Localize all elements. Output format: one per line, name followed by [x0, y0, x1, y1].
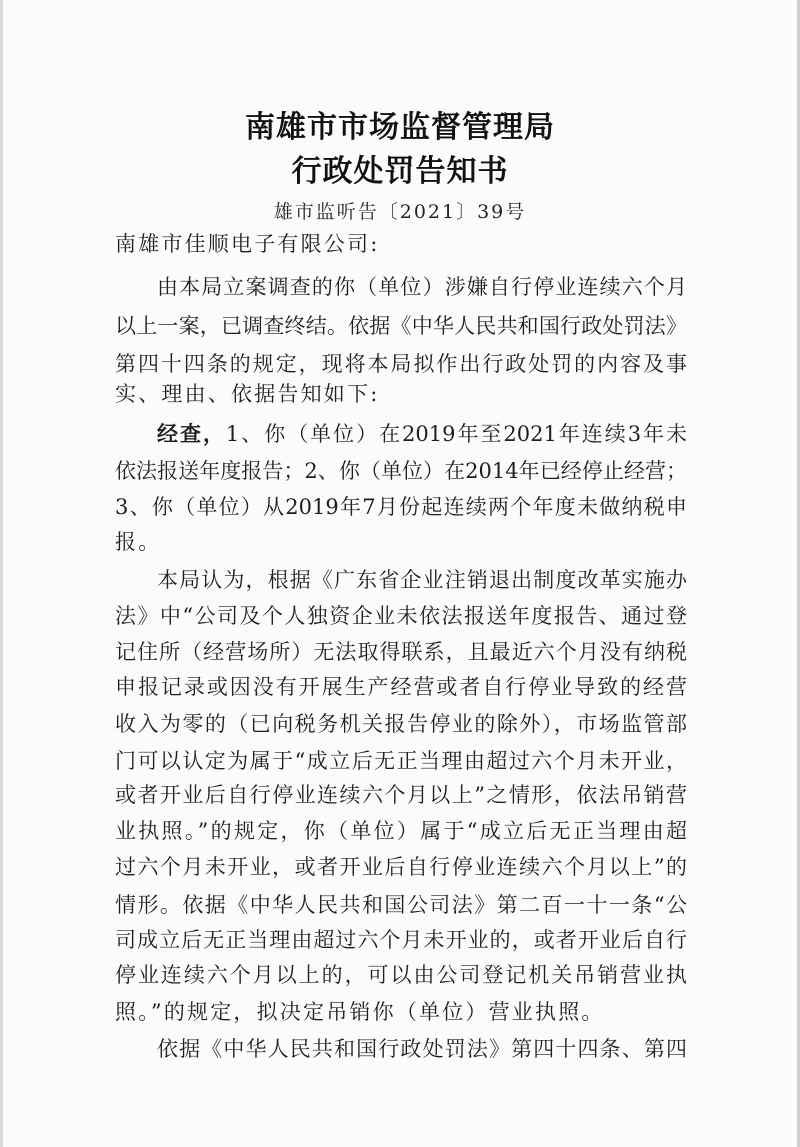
paragraph3-line11: 司成立后无正当理由超过六个月未开业的，或者开业后自行 [115, 928, 687, 952]
paragraph2-line4: 报。 [115, 530, 162, 554]
document-title-agency: 南雄市市场监督管理局 [245, 110, 555, 145]
paragraph3-line1: 本局认为，根据《广东省企业注销退出制度改革实施办 [157, 568, 687, 592]
paragraph3-line12: 停业连续六个月以上的，可以由公司登记机关吊销营业执 [115, 963, 687, 987]
paragraph3-line7: 或者开业后自行停业连续六个月以上”之情形，依法吊销营 [115, 783, 687, 807]
paragraph3-line6: 门可以认定为属于“成立后无正当理由超过六个月未开业， [115, 749, 687, 773]
paragraph1-line2: 以上一案，已调查终结。依据《中华人民共和国行政处罚法》 [115, 314, 687, 338]
paragraph2-line1 [157, 419, 687, 449]
document-number: 雄市监听告〔2021〕39号 [273, 201, 527, 223]
paragraph3-line13: 照。”的规定，拟决定吊销你（单位）营业执照。 [115, 1000, 605, 1024]
paragraph1-line1: 由本局立案调查的你（单位）涉嫌自行停业连续六个月 [157, 275, 687, 299]
paragraph3-line9: 过六个月未开业，或者开业后自行停业连续六个月以上”的 [115, 855, 687, 879]
paragraph2-lead: 经查， [157, 421, 226, 446]
paragraph3-line4: 申报记录或因没有开展生产经营或者自行停业导致的经营 [115, 675, 687, 699]
paragraph3-line3: 记住所（经营场所）无法取得联系，且最近六个月没有纳税 [115, 640, 687, 664]
paragraph2-line3: 3、你（单位）从2019年7月份起连续两个年度未做纳税申 [115, 495, 687, 519]
paragraph3-line5: 收入为零的（已向税务机关报告停业的除外），市场监管部 [115, 712, 687, 736]
paragraph3-line10: 情形。依据《中华人民共和国公司法》第二百一十一条“公 [115, 893, 687, 917]
paragraph4-line1: 依据《中华人民共和国行政处罚法》第四十四条、第四 [157, 1037, 687, 1061]
document-title-type: 行政处罚告知书 [291, 154, 509, 189]
recipient-line: 南雄市佳顺电子有限公司: [115, 232, 380, 256]
paragraph3-line2: 法》中“公司及个人独资企业未依法报送年度报告、通过登 [115, 604, 687, 628]
paragraph3-line8: 业执照。”的规定，你（单位）属于“成立后无正当理由超 [115, 819, 687, 843]
paragraph1-line3: 第四十四条的规定，现将本局拟作出行政处罚的内容及事 [115, 352, 687, 376]
paragraph1-line4: 实、理由、依据告知如下: [115, 382, 380, 406]
paragraph2-line2: 依法报送年度报告；2、你（单位）在2014年已经停止经营； [115, 459, 687, 483]
paragraph2-line1-text: 1、你（单位）在2019年至2021年连续3年未 [225, 422, 688, 446]
